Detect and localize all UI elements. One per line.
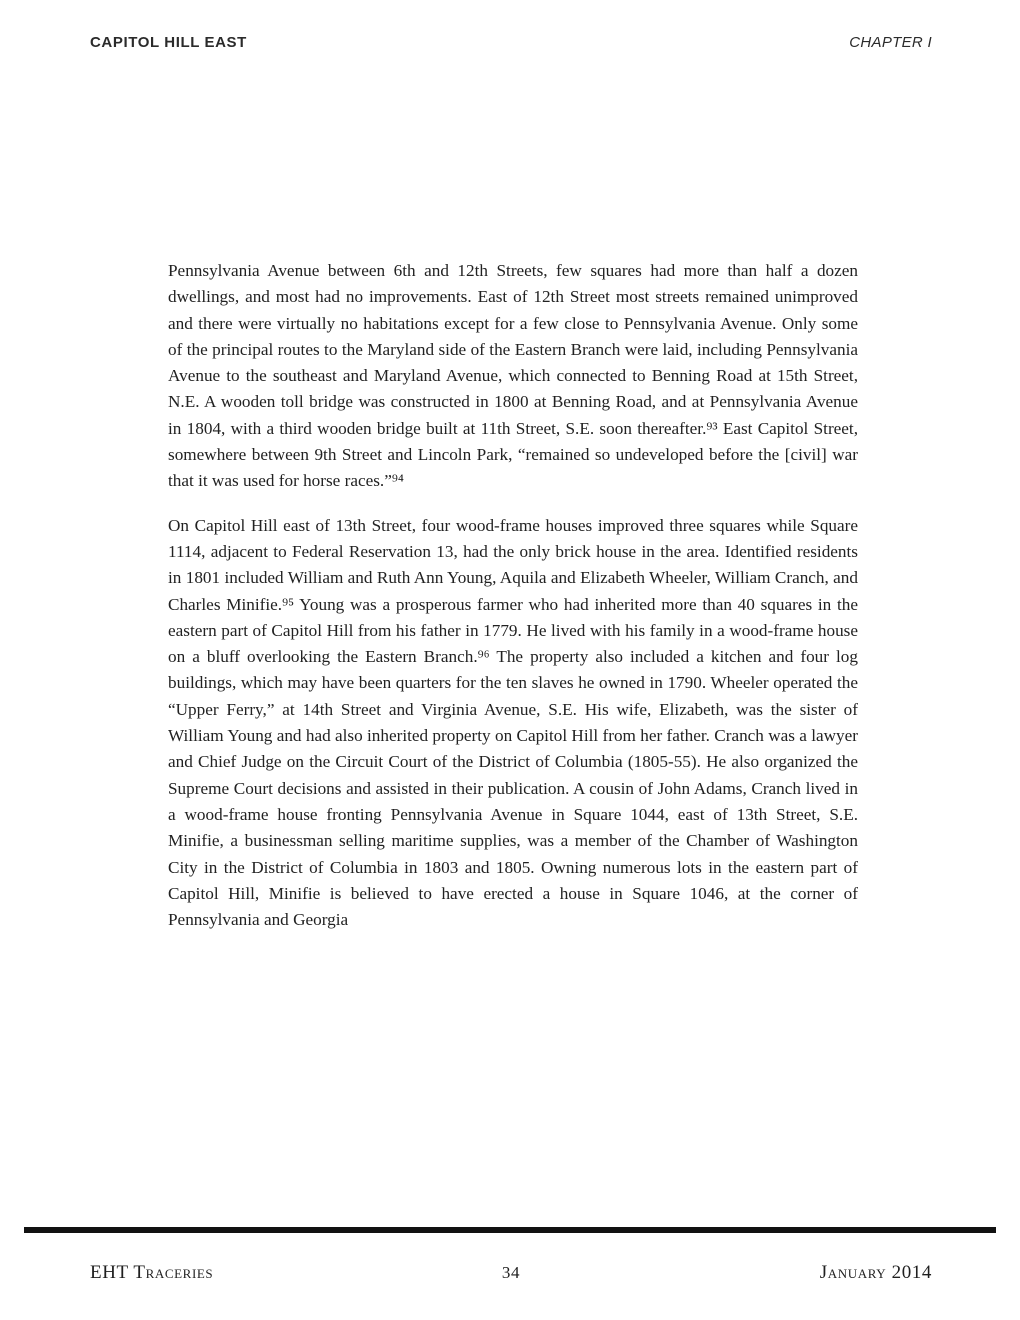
footer-date: January 2014 — [819, 1262, 932, 1283]
footer-organization: EHT Traceries — [90, 1262, 214, 1283]
footer-rule — [24, 1227, 996, 1233]
running-head-title: CAPITOL HILL EAST — [90, 34, 247, 51]
page-header — [90, 34, 932, 51]
body-text-block — [168, 258, 858, 951]
page-number: 34 — [501, 1263, 521, 1282]
paragraph-1: Pennsylvania Avenue between 6th and 12th Streets, few squares had more than half a dozen dwellings, and most had no improvements. East of 12th Street most streets remained unimproved and there were virtually no habitations except for a few close to Pennsylvania Avenue. Only some of the principal routes to the Maryland side of the Eastern Branch were laid, including Pennsylvania Avenue to the southeast and Maryland Avenue, which connected to Benning Road at 15th Street, N.E. A wooden toll bridge was constructed in 1800 at Benning Road, and at Pennsylvania Avenue in 1804, with a third wooden bridge built at 11th Street, S.E. soon thereafter.⁹³ East Capitol Street, somewhere between 9th Street and Lincoln Park, “remained so undeveloped before the [civil] war that it was used for horse races.”⁹⁴ — [168, 261, 858, 491]
page-footer — [90, 1262, 932, 1284]
running-head-chapter: CHAPTER I — [849, 34, 932, 51]
paragraph-2: On Capitol Hill east of 13th Street, four wood-frame houses improved three squares while Square 1114, adjacent to Federal Reservation 13, had the only brick house in the area. Identified residents in 1801 included William and Ruth Ann Young, Aquila and Elizabeth Wheeler, William Cranch, and Charles Minifie.⁹⁵ Young was a prosperous farmer who had inherited more than 40 squares in the eastern part of Capitol Hill from his father in 1779. He lived with his family in a wood-frame house on a bluff overlooking the Eastern Branch.⁹⁶ The property also included a kitchen and four log buildings, which may have been quarters for the ten slaves he owned in 1790. Wheeler operated the “Upper Ferry,” at 14th Street and Virginia Avenue, S.E. His wife, Elizabeth, was the sister of William Young and had also inherited property on Capitol Hill from her father. Cranch was a lawyer and Chief Judge on the Circuit Court of the District of Columbia (1805-55). He also organized the Supreme Court decisions and assisted in their publication. A cousin of John Adams, Cranch lived in a wood-frame house fronting Pennsylvania Avenue in Square 1044, east of 13th Street, S.E. Minifie, a businessman selling maritime supplies, was a member of the Chamber of Washington City in the District of Columbia in 1803 and 1805. Owning numerous lots in the eastern part of Capitol Hill, Minifie is believed to have erected a house in Square 1046, at the corner of Pennsylvania and Georgia — [168, 515, 858, 930]
